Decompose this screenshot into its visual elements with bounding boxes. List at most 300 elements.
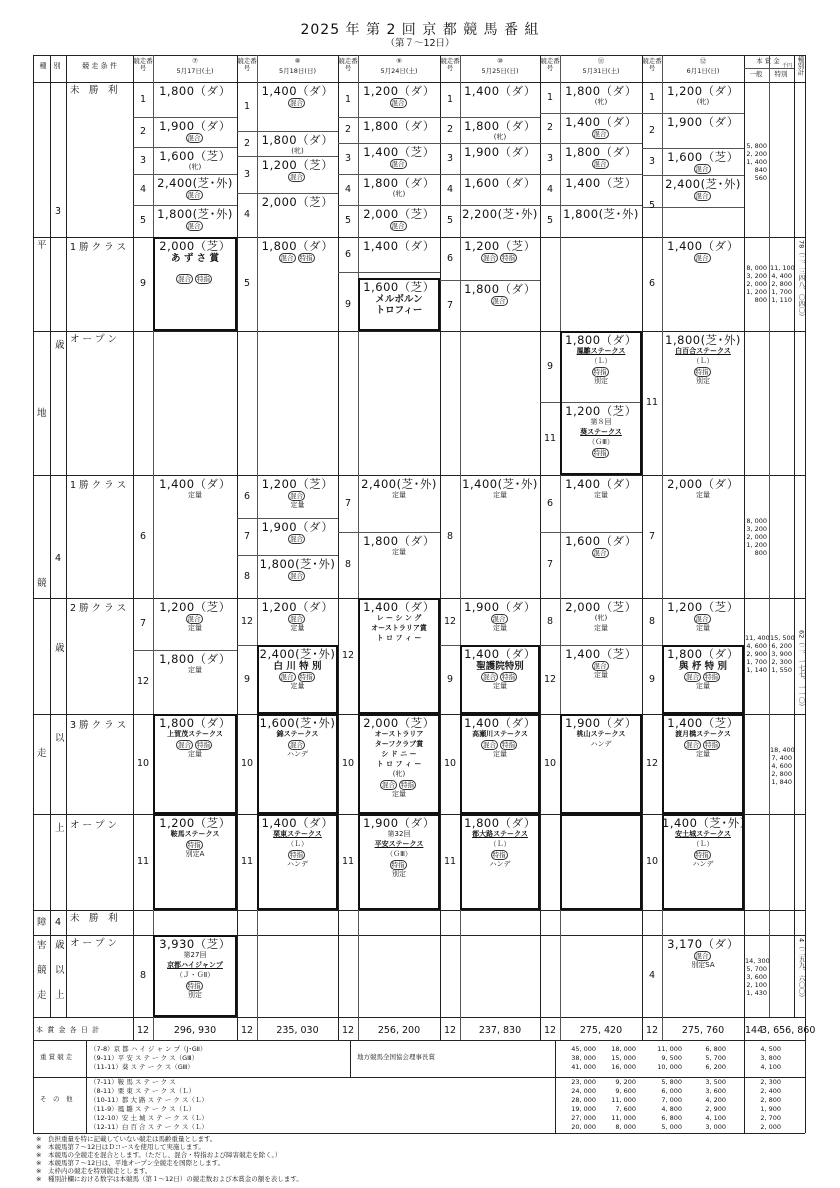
race-text: (牝) [392, 770, 406, 778]
mix-badge: 混合 [492, 297, 506, 305]
race-number: 2 [648, 125, 656, 136]
race-text: 定量 [594, 671, 608, 679]
race-text: 1,900（ダ） [667, 115, 739, 129]
label-obs-age-num: 4 [55, 917, 62, 928]
prize-value: 2, 200 [746, 150, 767, 158]
label-graded: 重 賞 競 走 [40, 1053, 73, 1061]
race-number: 3 [446, 153, 454, 164]
sp-badge: 特指 [502, 673, 515, 681]
grid-hline [338, 272, 440, 273]
prize-value: 18, 400 [770, 746, 795, 754]
header-prize-general: 一般 [749, 70, 763, 78]
cond-open-obs: オ ー プ ン [70, 938, 118, 949]
race-number: 1 [446, 94, 454, 105]
race-number: 9 [446, 674, 454, 685]
race-text: 3,930（芝） [159, 937, 231, 951]
grid-hline [237, 555, 338, 556]
other-prize: 5, 000 [661, 1123, 682, 1131]
race-text: 別定 [392, 870, 406, 878]
day-number: ⑪ [597, 57, 605, 65]
sp-badge: 特指 [197, 275, 210, 283]
grid-hline [338, 532, 440, 533]
race-text: (牝) [594, 98, 608, 106]
grid-hline [33, 55, 805, 56]
prize-value: 8, 000 [746, 264, 767, 272]
race-text: 1,400（ダ） [464, 716, 536, 730]
race-text: 2,000（芝） [363, 716, 435, 730]
race-text: 上賀茂ステークス [167, 730, 223, 738]
race-text: 渡月橋ステークス [675, 730, 731, 738]
race-text: 鳳雛ステークス [576, 347, 626, 355]
mix-badge: 混合 [695, 192, 709, 200]
sp-badge: 特指 [299, 254, 313, 262]
race-number: 7 [344, 498, 352, 509]
header-count: 種別計 [796, 56, 805, 76]
race-text: 1,900（ダ） [159, 119, 231, 133]
race-number: 12 [136, 676, 150, 687]
grid-hline [133, 174, 237, 175]
race-text: 1,900（ダ） [565, 716, 637, 730]
label-obs-age-ijo: 以 [55, 965, 65, 976]
grid-vline [50, 55, 51, 1017]
race-text: 1,800(芝･外) [665, 333, 741, 347]
race-text: 1,800（ダ） [261, 133, 334, 147]
total-prize-sum: 3, 656, 860 [761, 1025, 816, 1036]
race-text: ハンデ [489, 860, 511, 868]
day-date: 5月24日(土) [380, 67, 418, 75]
grid-vline [350, 1040, 351, 1077]
sp-badge: 特指 [695, 851, 709, 859]
race-number: 10 [136, 758, 150, 769]
race-number: 4 [648, 970, 656, 981]
race-number: 9 [546, 361, 554, 372]
race-text: 1,600（芝） [363, 280, 435, 294]
graded-race: （9-11）平 安 ス テ ー ク ス（GⅢ） [90, 1054, 199, 1062]
mix-badge: 混合 [593, 549, 607, 557]
race-text: (牝) [594, 614, 608, 622]
race-text: 定量 [188, 666, 202, 674]
badge-group [560, 448, 642, 459]
label-obs-1: 障 [37, 917, 47, 928]
badge-group [560, 548, 642, 559]
grid-vline [805, 55, 806, 1040]
mix-badge: 混合 [686, 673, 699, 681]
grid-hline [540, 645, 642, 646]
label-age4-num: 4 [55, 553, 62, 564]
race-text: 1,900（ダ） [464, 600, 536, 614]
grid-vline [540, 55, 541, 1040]
prize-value: 3, 200 [746, 525, 767, 533]
prize-value: 2, 100 [746, 981, 767, 989]
prize-value: 14, 300 [745, 957, 770, 965]
mix-badge: 混合 [290, 99, 303, 107]
race-text: 別定A [185, 850, 205, 858]
race-number: 6 [446, 253, 454, 264]
graded-prize: 38, 000 [571, 1054, 596, 1062]
race-text: （Ｌ） [692, 840, 714, 848]
mix-badge: 混合 [280, 673, 294, 681]
race-text: レ ー シ ン グ [376, 614, 422, 622]
mix-badge: 混合 [483, 741, 496, 749]
grid-hline [237, 156, 338, 157]
race-number: 8 [243, 571, 251, 582]
mix-badge: 混合 [290, 741, 303, 749]
prize-value: 8, 000 [746, 517, 767, 525]
race-number: 1 [243, 101, 251, 112]
race-text: 1,800（ダ） [565, 84, 637, 98]
race-text: 葵ステークス [580, 428, 622, 436]
race-text: 1,400（芝） [565, 176, 637, 190]
other-prize: 11, 000 [611, 1096, 636, 1104]
cond-maiden-3: 未 勝 利 [70, 85, 118, 96]
race-text: 1,600（ダ） [565, 534, 637, 548]
label-age4-sai: 歳 [55, 643, 65, 654]
race-text: 高瀬川ステークス [472, 730, 528, 738]
other-prize: 11, 000 [611, 1114, 636, 1122]
sp-badge: 特指 [401, 781, 414, 789]
day-number: ⑧ [294, 57, 301, 65]
award-name: 地方競馬全国協会理事長賞 [357, 1053, 435, 1061]
race-text: 定量 [290, 682, 305, 690]
prize-value: 800 [754, 549, 767, 557]
label-others: そ の 他 [40, 1095, 73, 1103]
race-text: 1,400（芝） [565, 647, 637, 661]
race-text: 定量 [392, 790, 406, 798]
badge-group [257, 98, 338, 109]
sp-badge: 特指 [502, 254, 515, 262]
prize-value: 1, 700 [746, 658, 767, 666]
grid-hline [33, 1040, 805, 1041]
race-number: 2 [243, 138, 251, 149]
count-obstacle: 4（二五九、六〇〇） [797, 938, 806, 1001]
grid-vline [338, 55, 339, 1040]
grid-hline [440, 117, 540, 118]
race-number: 6 [546, 498, 554, 509]
cond-open-3: オ ー プ ン [70, 334, 118, 345]
race-text: 定量 [392, 491, 406, 499]
day-number: ⑩ [497, 57, 503, 65]
race-text: 1,400（ダ） [565, 115, 637, 129]
mix-badge: 混合 [290, 492, 303, 500]
prize-value: 800 [754, 296, 767, 304]
race-text: 2,400(芝･外) [157, 176, 233, 190]
graded-prize: 6, 200 [705, 1063, 726, 1071]
grid-hline [540, 113, 642, 114]
prize-value: 3, 200 [746, 272, 767, 280]
prize-value: 1, 840 [771, 778, 792, 786]
race-text: 1,400(芝･外) [462, 477, 538, 491]
sp-badge: 特指 [391, 861, 405, 869]
badge-group [358, 159, 440, 170]
race-number: 3 [139, 155, 147, 166]
day-date: 5月25日(日) [481, 67, 519, 75]
graded-prize: 9, 500 [661, 1054, 682, 1062]
grid-hline [338, 117, 440, 118]
other-prize: 28, 000 [571, 1096, 596, 1104]
mix-badge: 混合 [695, 952, 709, 960]
prize-value: 1, 110 [771, 296, 792, 304]
cond-2win-4: 2 勝 ク ラ ス [70, 603, 127, 614]
race-number: 4 [344, 184, 352, 195]
race-text: 京都ハイジャンプ [167, 961, 223, 969]
race-number: 3 [546, 153, 554, 164]
race-text: トロフィー [375, 305, 423, 316]
race-number: 1 [344, 94, 352, 105]
mix-badge: 混合 [492, 615, 506, 623]
count-flat-3yo: 78（二、三四八、〇四〇） [797, 240, 806, 320]
graded-prize: 4, 500 [760, 1045, 781, 1053]
sp-badge: 特指 [593, 449, 607, 457]
race-number: 7 [546, 559, 554, 570]
graded-prize: 11, 000 [657, 1045, 682, 1053]
other-prize: 6, 000 [661, 1087, 682, 1095]
sp-badge: 特指 [502, 741, 515, 749]
other-prize: 5, 800 [661, 1078, 682, 1086]
race-number: 10 [341, 758, 355, 769]
race-text: 定量 [392, 548, 406, 556]
footnote: ※ 本競馬第７～12日はＤコースを使用して実施します。 [36, 1143, 205, 1151]
race-text: 1,400（ダ） [363, 239, 435, 253]
race-text: 定量 [493, 624, 507, 632]
race-text: 聖護院特別 [476, 661, 524, 672]
badge-group [662, 191, 744, 202]
prize-value: 4, 600 [746, 642, 767, 650]
race-number: 2 [546, 122, 554, 133]
race-text: 與 杼 特 別 [679, 661, 727, 672]
page-title: 2025 年 第 2 回 京 都 競 馬 番 組 [300, 22, 540, 38]
race-number: 6 [648, 278, 656, 289]
grid-hline [540, 143, 642, 144]
mix-badge: 混合 [290, 535, 303, 543]
sp-badge: 特指 [187, 982, 201, 990]
cond-3win-4: 3 勝 ク ラ ス [70, 720, 127, 731]
race-text: （Ｌ） [489, 840, 511, 848]
race-number: 6 [243, 491, 251, 502]
grid-vline [769, 55, 770, 1017]
grid-hline [33, 935, 805, 936]
race-text: 1,800（ダ） [363, 176, 435, 190]
footnote: ※ 本競馬の全競走を混合とします。（ただし、混合・特指および障害競走を除く。） [36, 1151, 282, 1159]
race-text: 定量 [493, 682, 507, 690]
other-prize: 8, 000 [615, 1123, 636, 1131]
race-number: 4 [243, 209, 251, 220]
prize-value: 1, 550 [771, 666, 792, 674]
race-text: 1,900（ダ） [363, 816, 435, 830]
race-text: 別定SA [691, 961, 715, 969]
race-text: 1,800（ダ） [363, 534, 435, 548]
race-text: （Ｌ） [287, 840, 308, 848]
grid-vline [555, 1040, 556, 1133]
race-text: 1,200（芝） [159, 816, 231, 830]
race-text: （ＧⅢ） [588, 438, 614, 446]
race-number: 11 [341, 856, 355, 867]
race-text: 1,400（ダ） [261, 816, 334, 830]
grid-hline [133, 205, 237, 206]
mix-badge: 混合 [695, 165, 709, 173]
mix-badge: 混合 [391, 160, 405, 168]
race-no-header: 競走番号 [440, 57, 460, 73]
race-text: 1,800(芝･外) [563, 207, 639, 221]
header-kind: 種 別 [39, 62, 61, 70]
race-text: 白 川 特 別 [273, 661, 322, 672]
race-text: 1,400（芝） [363, 145, 435, 159]
mix-badge: 混合 [187, 191, 201, 199]
race-number: 12 [443, 616, 457, 627]
other-prize: 2, 800 [760, 1096, 781, 1104]
other-prize: 2, 300 [760, 1078, 781, 1086]
race-text: 1,600（ダ） [464, 176, 536, 190]
race-number: 3 [648, 156, 656, 167]
prize-value: 3, 900 [771, 650, 792, 658]
other-race: （10-11）都 大 路 ス テ ー ク ス（Ｌ） [90, 1096, 208, 1104]
race-text: 1,600（芝） [159, 149, 231, 163]
mix-badge: 混合 [290, 572, 303, 580]
other-prize: 2, 900 [705, 1105, 726, 1113]
race-text: 1,200（芝） [565, 404, 637, 418]
cond-open-4: オ ー プ ン [70, 820, 118, 831]
grid-hline [33, 82, 805, 83]
race-text: 2,000（芝） [565, 600, 637, 614]
race-text: ハンデ [590, 740, 612, 748]
prize-value: 6, 200 [771, 642, 792, 650]
race-text: 1,800（ダ） [464, 119, 536, 133]
race-text: 錦ステークス [276, 730, 319, 738]
race-text: 3,170（ダ） [667, 937, 739, 951]
prize-value: 1, 200 [746, 288, 767, 296]
other-race: （11-9）鳳 雛 ス テ ー ク ス（Ｌ） [90, 1105, 196, 1113]
race-text: 定量 [188, 750, 202, 758]
label-age4-ue: 上 [55, 823, 65, 834]
prize-value: 5, 700 [746, 965, 767, 973]
mix-badge: 混合 [483, 254, 496, 262]
other-prize: 4, 800 [661, 1105, 682, 1113]
sp-badge: 特指 [695, 368, 709, 376]
race-number: 3 [344, 153, 352, 164]
footnote: ※ 太枠内の競走を特別競走とします。 [36, 1167, 152, 1175]
other-prize: 3, 500 [705, 1078, 726, 1086]
race-text: 1,800(芝･外) [157, 207, 233, 221]
other-race: （8-11）栗 東 ス テ ー ク ス（Ｌ） [90, 1087, 196, 1095]
footnote: ※ 負担重量を特に記載していない競走は馬齢重量とします。 [36, 1135, 217, 1143]
mix-badge: 混合 [391, 99, 405, 107]
prize-value: 11, 100 [770, 264, 795, 272]
label-obs-3: 競 [37, 965, 47, 976]
race-text: 別定 [594, 377, 608, 385]
sp-badge: 特指 [187, 841, 201, 849]
race-number: 11 [443, 856, 457, 867]
race-number: 5 [648, 200, 656, 211]
mix-badge: 混合 [290, 173, 303, 181]
prize-value: 4, 400 [771, 272, 792, 280]
race-number: 3 [243, 169, 251, 180]
race-text: 1,800（ダ） [464, 816, 536, 830]
race-text: 1,900（ダ） [261, 520, 334, 534]
footnote: ※ 本競馬第７～12日は、平地オープン全競走を国際とします。 [36, 1159, 225, 1167]
prize-value: 1, 430 [746, 989, 767, 997]
race-text: 2,400(芝･外) [259, 647, 336, 661]
mix-badge: 混合 [178, 275, 191, 283]
graded-prize: 6, 800 [705, 1045, 726, 1053]
grid-hline [642, 175, 744, 176]
prize-value: 2, 300 [771, 658, 792, 666]
other-prize: 3, 000 [705, 1123, 726, 1131]
day-number: ⑦ [192, 57, 198, 65]
race-number: 7 [139, 618, 147, 629]
race-text: 1,800(芝･外) [259, 557, 336, 571]
prize-value: 3, 600 [746, 973, 767, 981]
grid-hline [338, 205, 440, 206]
day-prize-total: 235, 030 [276, 1025, 319, 1036]
race-number: 9 [139, 278, 147, 289]
race-text: あ ず さ 賞 [171, 253, 219, 264]
race-text: ハンデ [287, 750, 308, 758]
race-text: 1,200（芝） [261, 158, 334, 172]
race-no-header: 競走番号 [237, 57, 257, 73]
race-text: 1,800（ダ） [261, 239, 334, 253]
prize-value: 7, 400 [771, 754, 792, 762]
grid-vline [33, 55, 34, 1133]
other-prize: 20, 000 [571, 1123, 596, 1131]
other-prize: 7, 000 [661, 1096, 682, 1104]
mix-badge: 混合 [187, 222, 201, 230]
prize-value: 840 [754, 166, 767, 174]
race-number: 5 [139, 215, 147, 226]
race-text: 定量 [594, 624, 608, 632]
graded-prize: 4, 100 [760, 1063, 781, 1071]
race-text: 1,400（ダ） [464, 84, 536, 98]
race-text: 第32回 [387, 830, 411, 838]
race-number: 1 [139, 94, 147, 105]
race-text: 安土城ステークス [675, 830, 731, 838]
race-number: 4 [446, 184, 454, 195]
day-prize-total: 237, 830 [478, 1025, 522, 1036]
grid-hline [642, 113, 744, 114]
race-text: 1,900（ダ） [464, 145, 536, 159]
badge-group [257, 172, 338, 183]
race-text: (牝) [493, 133, 507, 141]
race-text: 1,400（芝） [667, 716, 739, 730]
header-prize-unit: 千円 [782, 63, 793, 69]
header-condition: 競 走 条 件 [82, 62, 117, 70]
race-text: 1,800（ダ） [159, 84, 231, 98]
race-text: (牝) [291, 147, 304, 155]
graded-prize: 18, 000 [611, 1045, 636, 1053]
race-number: 7 [446, 300, 454, 311]
other-prize: 2, 400 [760, 1087, 781, 1095]
race-number: 1 [546, 92, 554, 103]
label-obs-age-sai: 歳 [55, 940, 65, 951]
sp-badge: 特指 [299, 673, 313, 681]
graded-prize: 15, 000 [611, 1054, 636, 1062]
grid-hline [540, 174, 642, 175]
mix-badge: 混合 [593, 662, 607, 670]
label-flat-1: 平 [37, 240, 47, 251]
race-text: (牝) [188, 163, 202, 171]
day-race-count: 12 [341, 1025, 355, 1036]
other-prize: 9, 200 [615, 1078, 636, 1086]
grid-hline [237, 131, 338, 132]
mix-badge: 混合 [695, 615, 709, 623]
race-text: 都大路ステークス [472, 830, 528, 838]
race-number: 6 [344, 249, 352, 260]
race-text: 定量 [188, 624, 202, 632]
race-text: 1,200（ダ） [261, 600, 334, 614]
graded-prize: 16, 000 [611, 1063, 636, 1071]
badge-group [257, 571, 338, 582]
race-text: （Ｊ・ＧⅡ） [175, 971, 215, 979]
prize-value: 2, 900 [746, 650, 767, 658]
grid-hline [769, 68, 794, 69]
